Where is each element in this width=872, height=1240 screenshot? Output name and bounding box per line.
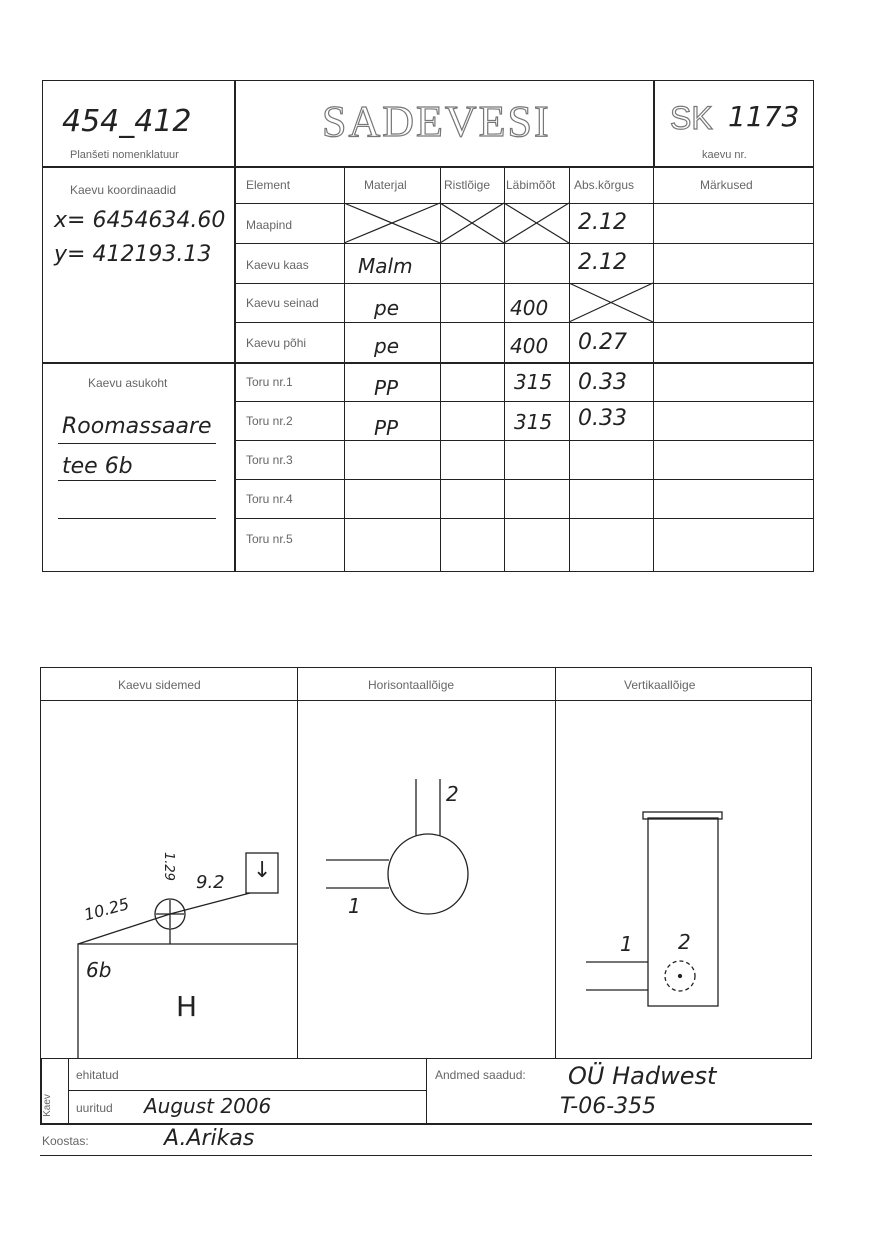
table-row-diameter: 400 — [510, 334, 549, 358]
well-label: kaevu nr. — [702, 149, 747, 161]
sketch-col3-label: Vertikaallõige — [624, 678, 696, 692]
footer-compiled-value: A.Arikas — [164, 1126, 255, 1151]
table-row-height: 2.12 — [578, 250, 627, 275]
table-row-material: Malm — [358, 254, 413, 278]
house-number: 6b — [86, 958, 112, 982]
table-row-diameter: 315 — [514, 370, 553, 394]
well-prefix: SK — [670, 100, 713, 136]
table-row-height: 0.33 — [578, 370, 627, 395]
table-row-element: Toru nr.4 — [246, 492, 293, 506]
table-row-diameter: 400 — [510, 296, 549, 320]
table-row-material: PP — [374, 376, 399, 400]
col-header-diameter: Läbimõõt — [506, 178, 556, 192]
arrow-down-icon: ↓ — [253, 858, 272, 883]
table-row-element: Toru nr.3 — [246, 453, 293, 467]
footer-company: OÜ Hadwest — [568, 1062, 717, 1090]
col-header-notes: Märkused — [700, 178, 753, 192]
coordinate-x: x= 6454634.60 — [54, 208, 226, 233]
pipe-label-1-vertical: 1 — [620, 932, 633, 956]
pipe-label-1: 1 — [348, 894, 361, 918]
col-header-cross-section: Ristlõige — [444, 178, 491, 192]
distance-label-2: 9.2 — [196, 872, 225, 893]
table-row-element: Toru nr.5 — [246, 532, 293, 546]
plan-number: 454_412 — [62, 104, 192, 139]
table-row-material: pe — [374, 296, 399, 320]
house-letter: H — [176, 990, 198, 1023]
footer-compiled-label: Koostas: — [42, 1134, 89, 1148]
table-row-element: Kaevu põhi — [246, 336, 307, 350]
location-label: Kaevu asukoht — [88, 376, 168, 390]
table-row-material: PP — [374, 416, 399, 440]
table-row-element: Kaevu seinad — [246, 296, 319, 310]
sketch-col2-label: Horisontaallõige — [368, 678, 455, 692]
col-header-material: Materjal — [364, 178, 407, 192]
coordinates-label: Kaevu koordinaadid — [70, 183, 177, 197]
table-row-element: Toru nr.2 — [246, 414, 293, 428]
footer-surveyed-label: uuritud — [76, 1101, 113, 1115]
table-row-material: pe — [374, 334, 399, 358]
page-title: SADEVESI — [322, 97, 551, 146]
table-row-element: Kaevu kaas — [246, 258, 309, 272]
table-row-element: Maapind — [246, 218, 293, 232]
table-row-diameter: 315 — [514, 410, 553, 434]
plan-label: Planšeti nomenklatuur — [70, 149, 179, 161]
table-row-height: 2.12 — [578, 210, 627, 235]
col-header-element: Element — [246, 178, 291, 192]
footer-side-label: Kaev — [41, 1094, 53, 1117]
table-row-height: 0.33 — [578, 406, 627, 431]
col-header-height: Abs.kõrgus — [574, 178, 635, 192]
distance-label-3: 1.29 — [161, 852, 176, 881]
footer-job-number: T-06-355 — [560, 1094, 657, 1119]
table-row-height: 0.27 — [578, 330, 627, 355]
well-number: 1173 — [728, 100, 800, 133]
pipe-label-2: 2 — [446, 782, 459, 806]
distance-label-1: 10.25 — [82, 894, 132, 925]
sketch-col1-label: Kaevu sidemed — [118, 678, 201, 692]
pipe-label-2-vertical: 2 — [678, 930, 691, 954]
footer-data-label: Andmed saadud: — [435, 1068, 526, 1082]
footer-surveyed-value: August 2006 — [144, 1094, 272, 1118]
footer-built-label: ehitatud — [76, 1068, 119, 1082]
table-row-element: Toru nr.1 — [246, 375, 293, 389]
coordinate-y: y= 412193.13 — [54, 242, 212, 267]
location-line2: tee 6b — [62, 454, 133, 479]
location-line1: Roomassaare — [62, 414, 212, 439]
